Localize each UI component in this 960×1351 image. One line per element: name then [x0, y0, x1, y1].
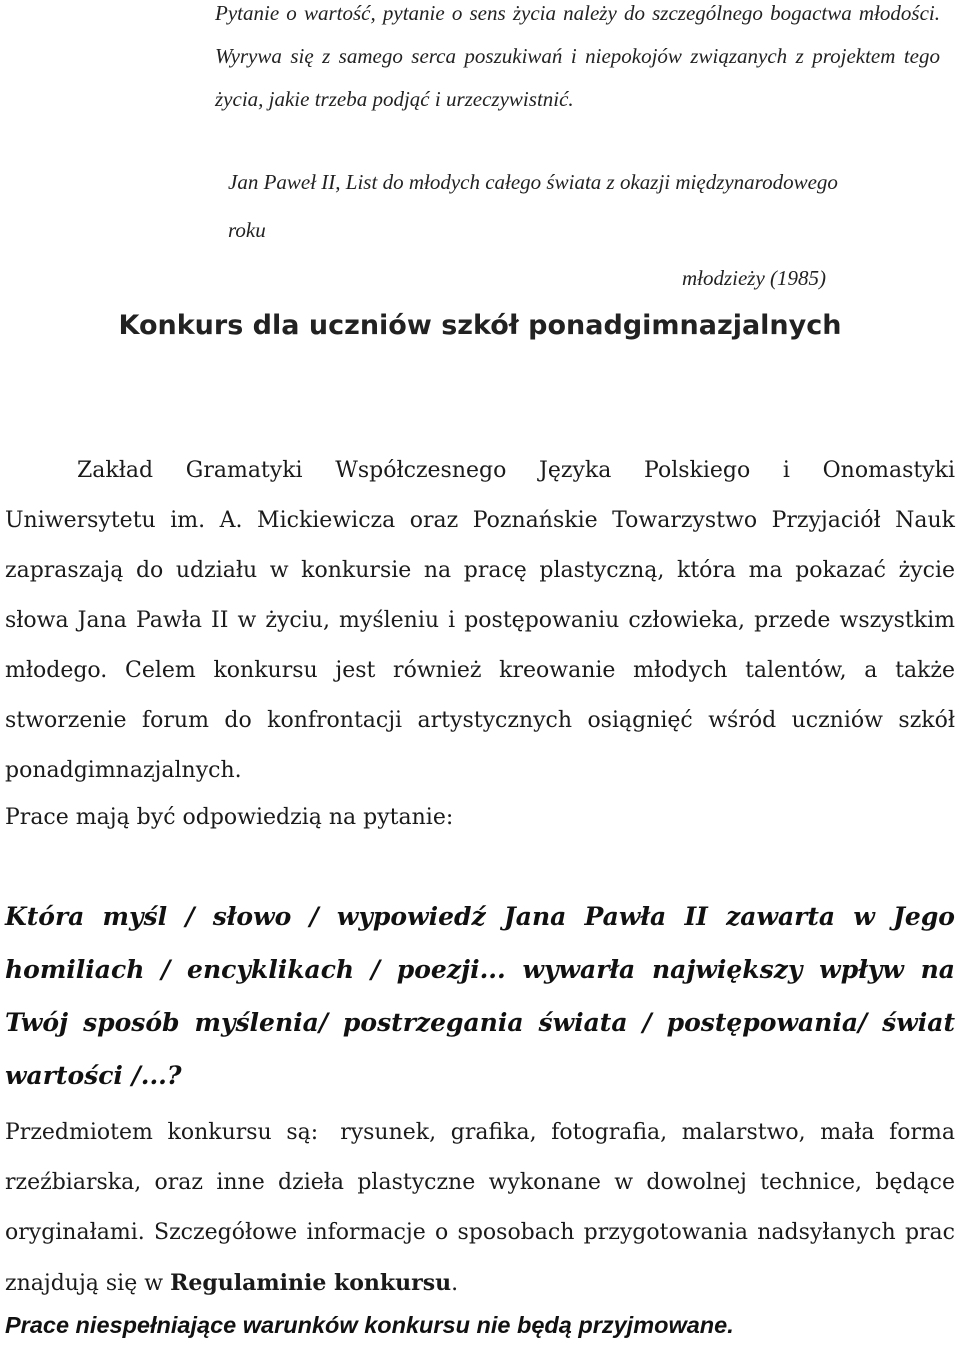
subject-label: Przedmiotem konkursu są: [5, 1120, 319, 1145]
page-title: Konkurs dla uczniów szkół ponadgimnazjalnych [118, 310, 842, 341]
regulations-link: Regulaminie konkursu [170, 1270, 452, 1296]
motto-quote: Pytanie o wartość, pytanie o sens życia należy do szczególnego bogactwa młodości. Wyrywa się z samego serca poszukiwań i niepokojów związanych z projektem tego życia, jakie trzeba podjąć i urzeczywistnić. [215, 1, 940, 111]
motto-source-line-2: młodzieży (1985) [681, 266, 826, 290]
subject-paragraph [5, 1108, 955, 1309]
question-intro: Prace mają być odpowiedzią na pytanie: [5, 805, 454, 830]
motto-source [150, 158, 850, 302]
contest-question: Która myśl / słowo / wypowiedź Jana Pawła II zawarta w Jego homiliach / encyklikach / poezji... wywarła największy wpływ na Twój sposób myślenia/ postrzegania świata / postępowania/ świat wartości /...? [5, 902, 955, 1090]
subject-text: rysunek, grafika, fotografia, malarstwo, mała forma rzeźbiarska, oraz inne dzieła plastyczne wykonane w dowolnej technice, będące oryginałami. Szczegółowe informacje o sposobach przygotowania nadsyłanych prac znajdują się w [5, 1120, 956, 1296]
intro-paragraph: Zakład Gramatyki Współczesnego Języka Polskiego i Onomastyki Uniwersytetu im. A. Mickiewicza oraz Poznańskie Towarzystwo Przyjaciół Nauk zapraszają do udziału w konkursie na pracę plastyczną, która ma pokazać życie słowa Jana Pawła II w życiu, myśleniu i postępowaniu człowieka, przede wszystkim młodego. Celem konkursu jest również kreowanie młodych talentów, a także stworzenie forum do konfrontacji artystycznych osiągnięć wśród uczniów szkół ponadgimnazjalnych. [5, 458, 955, 783]
subject-end: . [451, 1271, 459, 1296]
warning-note: Prace niespełniające warunków konkursu nie będą przyjmowane. [5, 1312, 734, 1338]
motto-source-line-1: Jan Paweł II, List do młodych całego świata z okazji międzynarodowego roku [228, 170, 838, 242]
